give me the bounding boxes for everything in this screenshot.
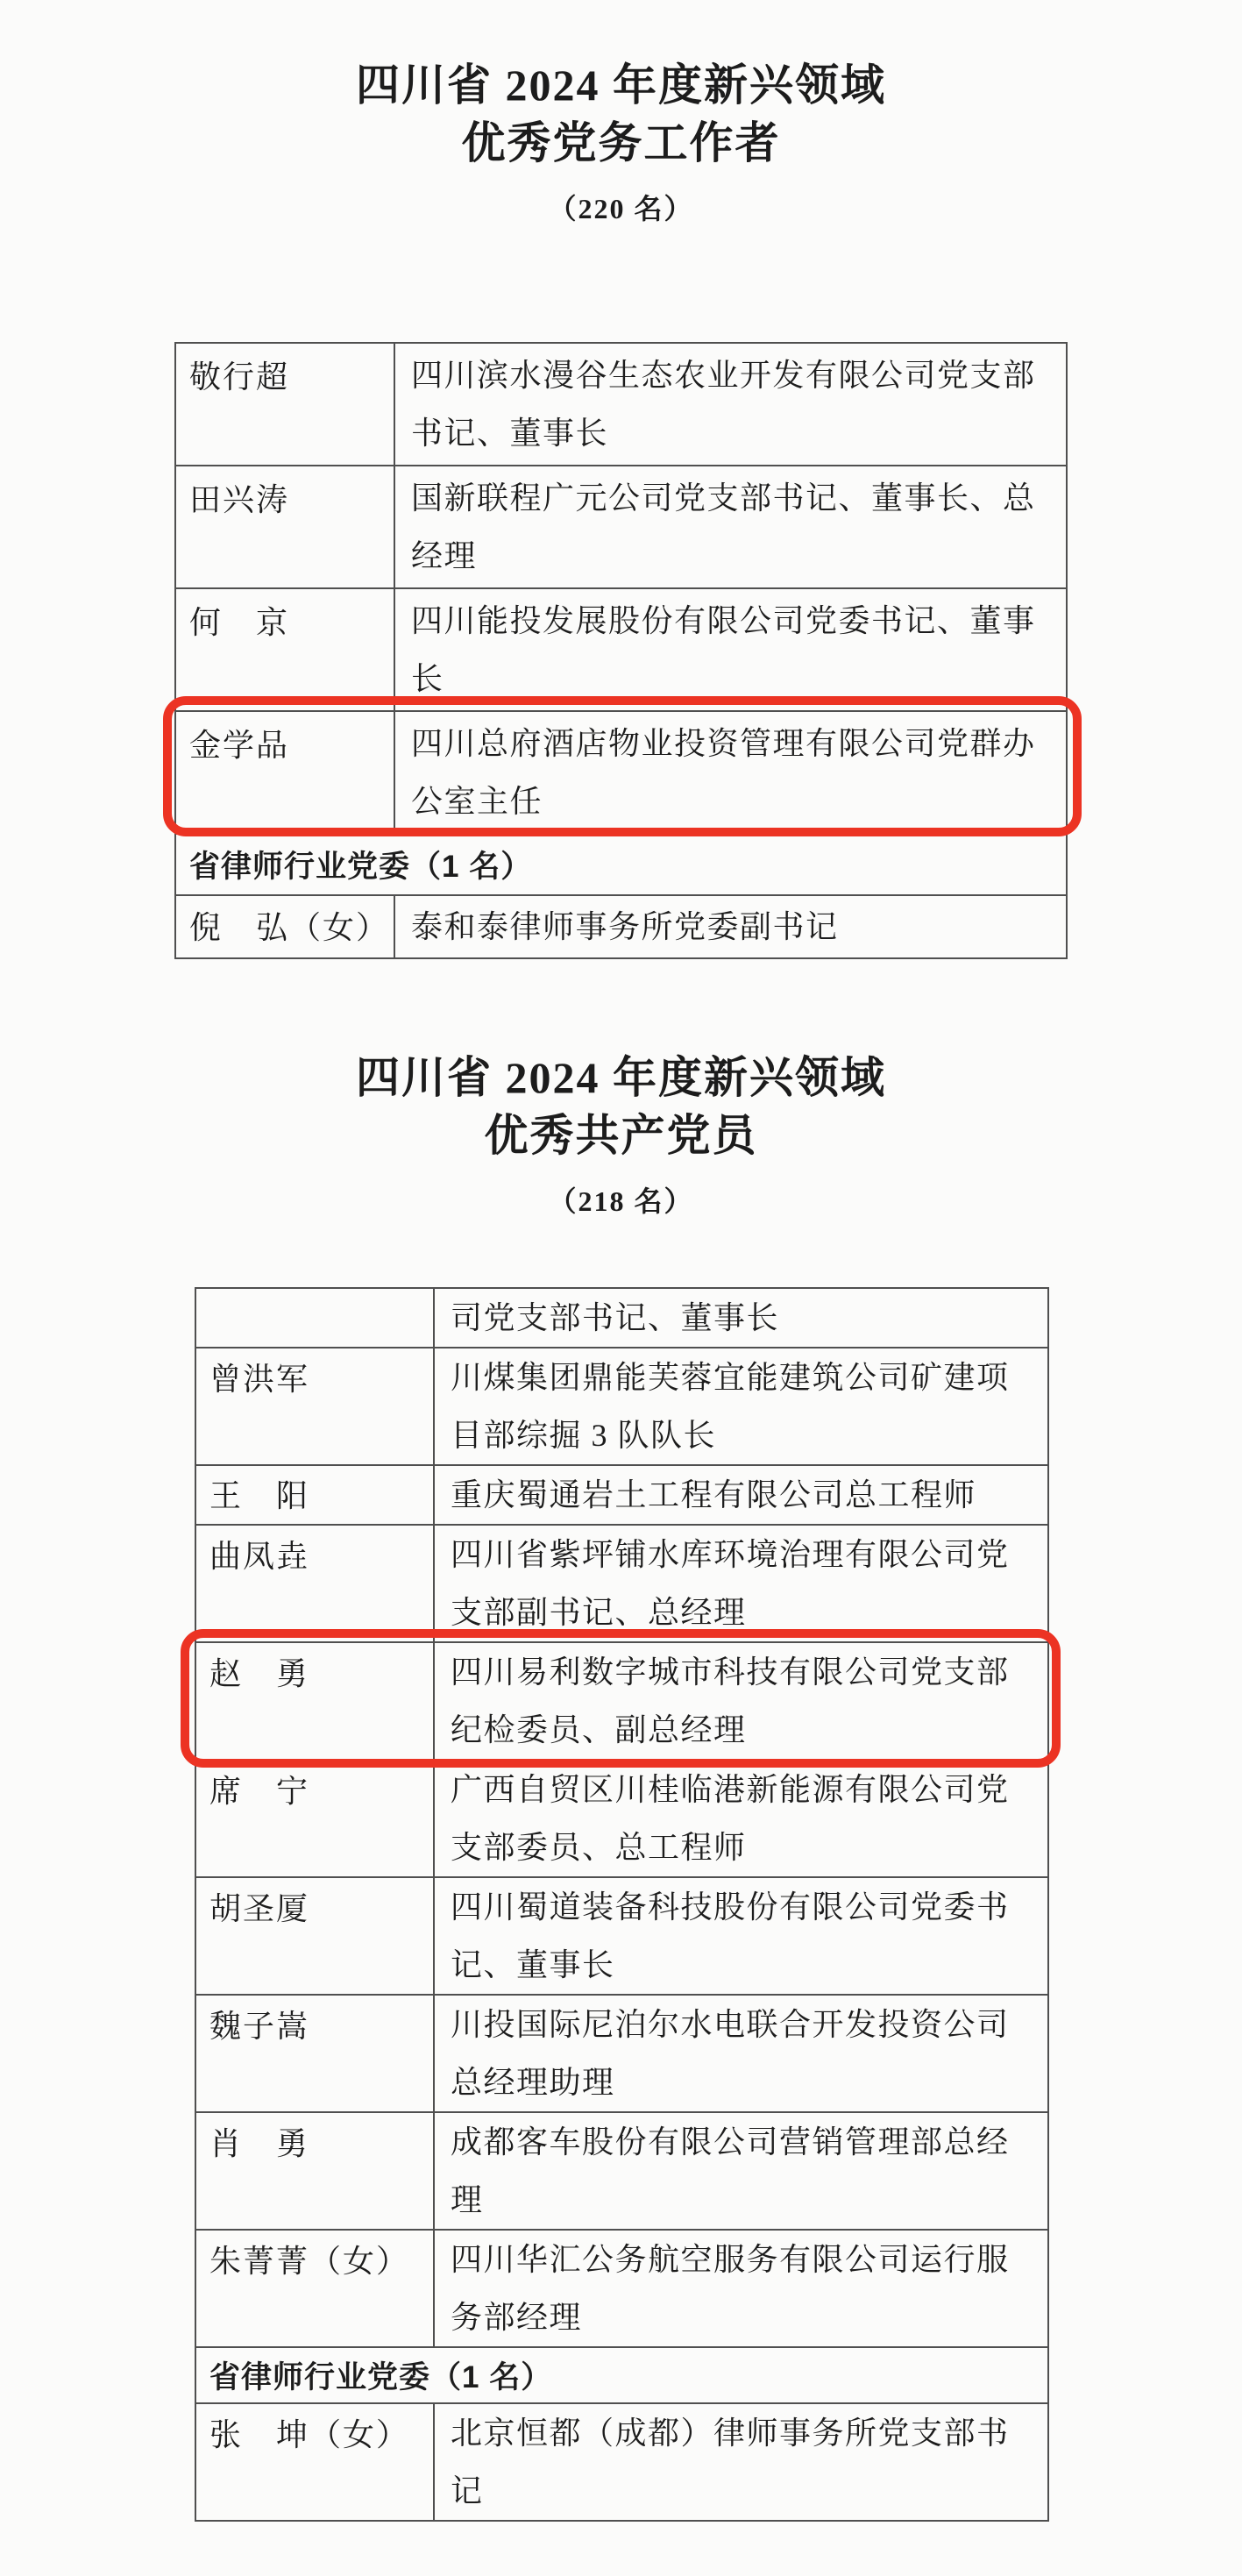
section2-title-block	[0, 1049, 1242, 1217]
position-cell: 四川蜀道装备科技股份有限公司党委书记、董事长	[434, 1877, 1048, 1995]
name-cell: 席 宁	[195, 1760, 434, 1877]
position-cell: 成都客车股份有限公司营销管理部总经理	[434, 2112, 1048, 2230]
section1-count: （220 名）	[548, 193, 694, 224]
section1-title-line1: 四川省 2024 年度新兴领域	[356, 60, 886, 110]
table-row	[195, 1760, 1048, 1877]
position-cell: 国新联程广元公司党支部书记、董事长、总经理	[394, 466, 1067, 588]
name-cell: 赵 勇	[195, 1642, 434, 1760]
table-row	[175, 466, 1067, 588]
table-row-highlighted	[175, 711, 1067, 834]
table-row	[195, 1877, 1048, 1995]
position-cell: 广西自贸区川桂临港新能源有限公司党支部委员、总工程师	[434, 1760, 1048, 1877]
position-cell: 北京恒都（成都）律师事务所党支部书记	[434, 2403, 1048, 2521]
position-cell: 司党支部书记、董事长	[434, 1288, 1048, 1348]
name-cell: 金学品	[175, 711, 394, 834]
section2-title-line2: 优秀共产党员	[484, 1111, 758, 1160]
section-header-cell: 省律师行业党委（1 名）	[195, 2347, 1048, 2403]
table-row	[175, 588, 1067, 711]
position-cell: 四川能投发展股份有限公司党委书记、董事长	[394, 588, 1067, 711]
name-cell: 何 京	[175, 588, 394, 711]
table-row	[195, 1525, 1048, 1642]
name-cell: 胡圣厦	[195, 1877, 434, 1995]
position-cell: 四川总府酒店物业投资管理有限公司党群办公室主任	[394, 711, 1067, 834]
section1-title-line2: 优秀党务工作者	[461, 118, 781, 167]
position-cell: 四川滨水漫谷生态农业开发有限公司党支部书记、董事长	[394, 343, 1067, 466]
section1-title-block	[0, 56, 1242, 224]
position-cell: 泰和泰律师事务所党委副书记	[394, 895, 1067, 958]
table-row	[195, 1995, 1048, 2112]
table-row	[195, 1348, 1048, 1465]
table-row	[195, 2403, 1048, 2521]
section-header-row	[195, 2347, 1048, 2403]
table-row-highlighted	[195, 1642, 1048, 1760]
position-cell: 川煤集团鼎能芙蓉宜能建筑公司矿建项目部综掘 3 队队长	[434, 1348, 1048, 1465]
name-cell: 王 阳	[195, 1465, 434, 1525]
position-cell: 重庆蜀通岩土工程有限公司总工程师	[434, 1465, 1048, 1525]
name-cell: 肖 勇	[195, 2112, 434, 2230]
position-cell: 四川华汇公务航空服务有限公司运行服务部经理	[434, 2230, 1048, 2347]
name-cell: 倪 弘（女）	[175, 895, 394, 958]
position-cell: 川投国际尼泊尔水电联合开发投资公司总经理助理	[434, 1995, 1048, 2112]
table-row	[175, 895, 1067, 958]
name-cell	[195, 1288, 434, 1348]
position-cell: 四川易利数字城市科技有限公司党支部纪检委员、副总经理	[434, 1642, 1048, 1760]
position-cell: 四川省紫坪铺水库环境治理有限公司党支部副书记、总经理	[434, 1525, 1048, 1642]
section-header-row	[175, 834, 1067, 895]
table-row-continuation	[195, 1288, 1048, 1348]
table-row	[175, 343, 1067, 466]
name-cell: 朱菁菁（女）	[195, 2230, 434, 2347]
awardees-table-party-members	[195, 1287, 1049, 2522]
section-header-cell: 省律师行业党委（1 名）	[175, 834, 1067, 895]
name-cell: 田兴涛	[175, 466, 394, 588]
name-cell: 敬行超	[175, 343, 394, 466]
section2-count: （218 名）	[548, 1185, 694, 1217]
table-row	[195, 2230, 1048, 2347]
awardees-table-party-affairs-workers	[174, 342, 1068, 959]
name-cell: 曾洪军	[195, 1348, 434, 1465]
name-cell: 张 坤（女）	[195, 2403, 434, 2521]
table-row	[195, 1465, 1048, 1525]
section2-title-line1: 四川省 2024 年度新兴领域	[356, 1053, 886, 1102]
name-cell: 曲凤垚	[195, 1525, 434, 1642]
name-cell: 魏子嵩	[195, 1995, 434, 2112]
table-row	[195, 2112, 1048, 2230]
